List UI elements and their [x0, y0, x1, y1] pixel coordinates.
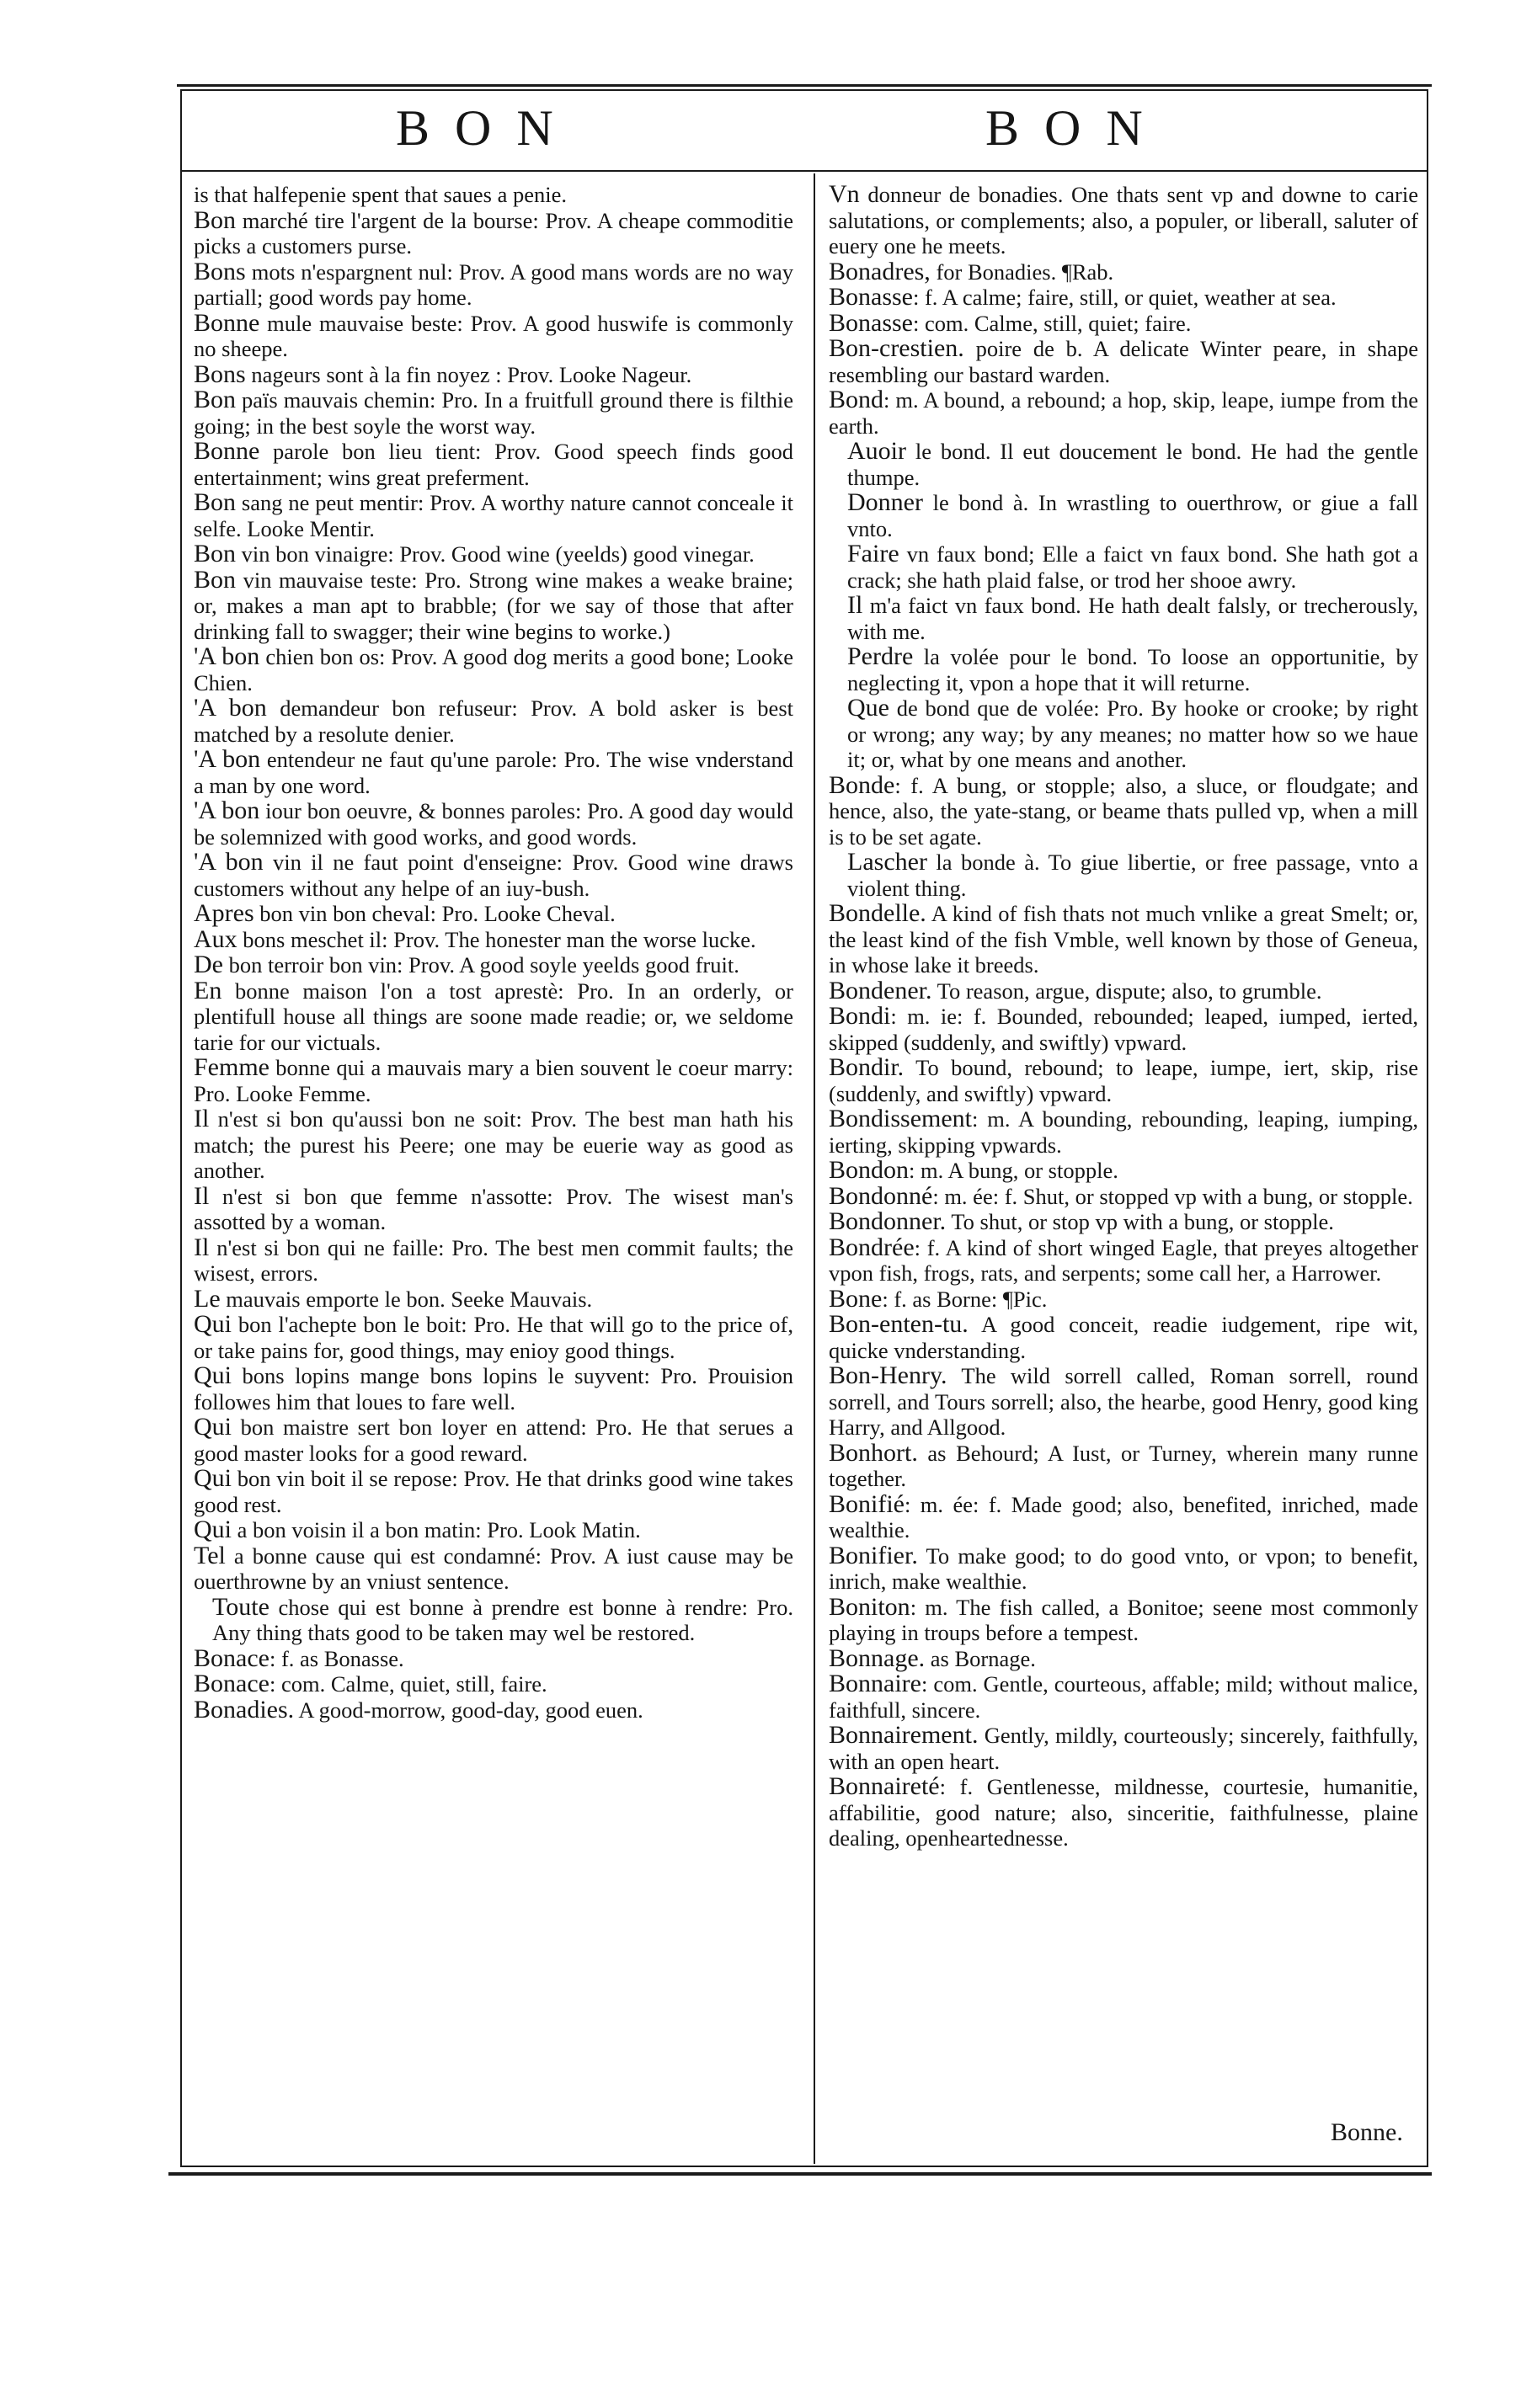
entry-definition: bon maistre sert bon loyer en attend: Pro. He that serues a good master looks for a good reward. — [194, 1414, 793, 1466]
entry-headword: Bons — [194, 257, 246, 285]
dictionary-entry — [829, 1363, 1418, 1441]
entry-headword: Boniton — [829, 1592, 910, 1621]
entry-definition: parole bon lieu tient: Prov. Good speech finds good entertainment; wins great preferment. — [194, 439, 793, 490]
left-column — [194, 182, 793, 1723]
entry-definition: as Behourd; A Iust, or Turney, wherein many runne together. — [829, 1440, 1418, 1491]
entry-headword: Bonace — [194, 1644, 270, 1672]
entry-headword: Femme — [194, 1053, 270, 1081]
entry-definition: : f. as Bonasse. — [269, 1645, 404, 1671]
dictionary-entry — [829, 1235, 1418, 1287]
entry-definition: vin mauvaise teste: Pro. Strong wine makes a weake braine; or, makes a man apt to brabble; (for we say of those that after drinking fall to swagger; their wine begins to worke.) — [194, 567, 793, 644]
entry-headword: Bonnairement. — [829, 1721, 979, 1749]
dictionary-entry — [829, 1489, 1418, 1543]
dictionary-entry — [194, 1517, 793, 1543]
dictionary-entry — [829, 308, 1418, 337]
entry-definition: n'est si bon qu'aussi bon ne soit: Prov. The best man hath his match; the purest his Peere; one may be euerie way as good as another. — [194, 1106, 793, 1183]
entry-definition: a bon voisin il a bon matin: Pro. Look Matin. — [232, 1517, 641, 1542]
entry-headword: Bondon — [829, 1156, 910, 1184]
entry-headword: Faire — [847, 540, 899, 567]
dictionary-entry — [194, 439, 793, 490]
dictionary-entry — [194, 695, 793, 747]
top-rule — [177, 84, 1432, 87]
dictionary-entry — [829, 259, 1418, 285]
dictionary-entry — [194, 541, 793, 567]
entry-definition: To bound, rebound; to leape, iumpe, iert, skip, rise (suddenly, and swiftly) vpward. — [829, 1055, 1418, 1106]
dictionary-entry — [194, 259, 793, 311]
entry-headword: Bonnaireté — [829, 1772, 940, 1800]
entry-definition: la volée pour le bond. To loose an opportunitie, by neglecting it, vpon a hope that it will returne. — [847, 644, 1418, 695]
dictionary-entry — [194, 1466, 793, 1517]
entry-headword: Bonifier. — [829, 1541, 918, 1569]
entry-headword: Toute — [212, 1592, 270, 1621]
dictionary-entry — [829, 1592, 1418, 1646]
entry-definition: sang ne peut mentir: Prov. A worthy nature cannot conceale it selfe. Looke Mentir. — [194, 490, 793, 541]
entry-definition: marché tire l'argent de la bourse: Prov. A cheape commoditie picks a customers purse. — [194, 207, 793, 258]
dictionary-entry — [194, 901, 793, 927]
dictionary-entry — [194, 1055, 793, 1106]
entry-definition: iour bon oeuvre, & bonnes paroles: Pro. A good day would be solemnized with good works, and good words. — [194, 798, 793, 850]
dictionary-entry — [829, 901, 1418, 978]
entry-headword: Bonasse — [829, 308, 913, 337]
entry-definition: a bonne cause qui est condamné: Prov. A iust cause may be ouerthrowne by an vniust sentence. — [194, 1542, 793, 1594]
dictionary-entry — [194, 567, 793, 645]
entry-headword: Bon — [194, 540, 237, 567]
entry-headword: Bonhort. — [829, 1438, 918, 1467]
entry-headword: Bonasse — [829, 283, 913, 311]
entry-headword: Bondelle. — [829, 899, 926, 927]
entry-headword: Bondonné — [829, 1181, 933, 1210]
entry-definition: bonne qui a mauvais mary a bien souvent le coeur marry: Pro. Looke Femme. — [194, 1055, 793, 1106]
entry-headword: Bondissement — [829, 1105, 972, 1132]
entry-headword: En — [194, 976, 222, 1004]
dictionary-entry — [829, 1438, 1418, 1492]
entry-definition: bon vin bon cheval: Pro. Looke Cheval. — [254, 901, 616, 926]
bottom-rule — [168, 2172, 1432, 2176]
entry-headword: Bon-enten-tu. — [829, 1310, 969, 1338]
dictionary-entry — [829, 1209, 1418, 1235]
entry-definition: païs mauvais chemin: Pro. In a fruitfull ground there is filthie going; in the best soyle the worst way. — [194, 387, 793, 439]
entry-headword: Qui — [194, 1310, 232, 1338]
entry-definition: entendeur ne faut qu'une parole: Pro. The wise vnderstand a man by one word. — [194, 747, 793, 798]
entry-headword: Vn — [829, 180, 860, 208]
dictionary-entry — [194, 1592, 793, 1646]
entry-definition: mots n'espargnent nul: Prov. A good mans words are no way partiall; good words pay home. — [194, 258, 793, 310]
dictionary-entry — [194, 747, 793, 798]
entry-headword: Il — [194, 1181, 210, 1210]
entry-definition: Gently, mildly, courteously; sincerely, faithfully, with an open heart. — [829, 1723, 1418, 1774]
dictionary-entry — [194, 1363, 793, 1414]
entry-headword: Bonace — [194, 1670, 270, 1697]
entry-headword: Il — [847, 591, 863, 619]
running-head-left: BON — [396, 100, 579, 156]
entry-headword: Perdre — [847, 642, 914, 670]
dictionary-entry — [829, 439, 1418, 490]
entry-definition: : m. ée: f. Made good; also, benefited, inriched, made wealthie. — [829, 1491, 1418, 1542]
dictionary-entry — [194, 924, 793, 953]
entry-definition: n'est si bon que femme n'assotte: Prov. The wisest man's assotted by a woman. — [194, 1183, 793, 1234]
entry-headword: Qui — [194, 1464, 232, 1492]
dictionary-entry — [829, 1106, 1418, 1158]
entry-headword: Bondir. — [829, 1053, 905, 1081]
entry-headword: Bondi — [829, 1002, 891, 1030]
dictionary-entry — [194, 1414, 793, 1466]
dictionary-entry — [194, 1671, 793, 1697]
entry-headword: Bonadres, — [829, 257, 931, 285]
entry-headword: Bondrée — [829, 1233, 915, 1261]
entry-headword: Bone — [829, 1284, 883, 1313]
entry-headword: Bonnaire — [829, 1670, 921, 1697]
dictionary-entry — [194, 798, 793, 850]
dictionary-entry — [829, 978, 1418, 1004]
entry-definition: : m. ée: f. Shut, or stopped vp with a bung, or stopple. — [932, 1183, 1413, 1209]
entry-definition: chien bon os: Prov. A good dog merits a good bone; Looke Chien. — [194, 644, 793, 695]
entry-definition: mauvais emporte le bon. Seeke Mauvais. — [220, 1286, 593, 1312]
dictionary-entry — [829, 1774, 1418, 1851]
entry-definition: bonne maison l'on a tost aprestè: Pro. In an orderly, or plentifull house all things are soone made readie; or, we seldome tarie for our victuals. — [194, 978, 793, 1055]
entry-definition: : com. Calme, quiet, still, faire. — [269, 1671, 547, 1697]
entry-definition: : f. A kind of short winged Eagle, that preyes altogether vpon fish, frogs, rats, and serpents; some call her, a Harrower. — [829, 1234, 1418, 1286]
dictionary-entry — [829, 1543, 1418, 1595]
entry-headword: 'A bon — [194, 745, 261, 773]
entry-headword: Bon — [194, 205, 237, 234]
entry-headword: Qui — [194, 1516, 232, 1543]
entry-headword: Tel — [194, 1541, 226, 1569]
entry-definition: : m. A bounding, rebounding, leaping, iumping, ierting, skipping vpwards. — [829, 1106, 1418, 1158]
entry-headword: Bondonner. — [829, 1207, 947, 1235]
entry-headword: Bonde — [829, 770, 895, 799]
running-head-right: BON — [985, 100, 1168, 156]
entry-definition: : f. A calme; faire, still, or quiet, weather at sea. — [913, 285, 1337, 310]
entry-definition: mule mauvaise beste: Prov. A good huswife is commonly no sheepe. — [194, 310, 793, 361]
dictionary-entry — [194, 1697, 793, 1723]
entry-definition: A kind of fish thats not much vnlike a great Smelt; or, the least kind of the fish Vmble, well known by those of Geneua, in whose lake it breeds. — [829, 901, 1418, 978]
dictionary-entry — [829, 182, 1418, 259]
entry-headword: Bonne — [194, 308, 260, 337]
entry-headword: Qui — [194, 1361, 232, 1389]
entry-definition: chose qui est bonne à prendre est bonne à rendre: Pro. Any thing thats good to be taken may wel be restored. — [212, 1594, 793, 1645]
entry-definition: donneur de bonadies. One thats sent vp and downe to carie salutations, or complements; also, a populer, or liberall, saluter of euery one he meets. — [829, 182, 1418, 258]
dictionary-entry — [829, 387, 1418, 439]
entry-definition: bons meschet il: Prov. The honester man the worse lucke. — [237, 926, 756, 952]
entry-definition: bon terroir bon vin: Prov. A good soyle yeelds good fruit. — [222, 952, 739, 978]
entry-definition: m'a faict vn faux bond. He hath dealt falsly, or trecherously, with me. — [847, 593, 1418, 644]
entry-headword: Bonne — [194, 437, 260, 465]
dictionary-entry — [829, 285, 1418, 311]
dictionary-entry — [829, 1004, 1418, 1055]
entry-headword: Bon — [194, 488, 237, 516]
dictionary-entry — [829, 336, 1418, 387]
entry-headword: 'A bon — [194, 796, 260, 824]
dictionary-entry — [829, 1284, 1418, 1313]
entry-definition: : com. Calme, still, quiet; faire. — [913, 310, 1192, 336]
dictionary-entry — [829, 1646, 1418, 1672]
dictionary-entry — [829, 593, 1418, 644]
entry-definition: demandeur bon refuseur: Prov. A bold asker is best matched by a resolute denier. — [194, 695, 793, 747]
entry-headword: Le — [194, 1284, 221, 1313]
entry-definition: for Bonadies. ¶Rab. — [930, 258, 1114, 285]
dictionary-entry — [194, 1181, 793, 1235]
dictionary-entry — [829, 850, 1418, 901]
entry-definition: le bond. Il eut doucement le bond. He had the gentle thumpe. — [847, 439, 1418, 490]
entry-headword: Donner — [847, 488, 923, 516]
dictionary-entry — [829, 1055, 1418, 1106]
entry-headword: Apres — [194, 899, 254, 927]
dictionary-entry — [194, 308, 793, 362]
dictionary-entry — [829, 490, 1418, 541]
dictionary-entry — [194, 1106, 793, 1184]
dictionary-entry — [194, 1235, 793, 1287]
entry-definition: The wild sorrell called, Roman sorrell, round sorrell, and Tours sorrell; also, the hearbe, good Henry, good king Harry, and Allgood. — [829, 1363, 1418, 1440]
entry-headword: 'A bon — [194, 848, 264, 876]
entry-headword: Bondener. — [829, 976, 932, 1004]
entry-definition: To make good; to do good vnto, or vpon; to benefit, inrich, make wealthie. — [829, 1542, 1418, 1594]
entry-headword: Lascher — [847, 848, 927, 876]
entry-headword: De — [194, 951, 223, 978]
entry-definition: vn faux bond; Elle a faict vn faux bond. She hath got a crack; she hath plaid false, or trod her shooe awry. — [847, 541, 1418, 593]
entry-definition: bon vin boit il se repose: Prov. He that drinks good wine takes good rest. — [194, 1466, 793, 1517]
entry-definition: as Bornage. — [925, 1645, 1036, 1671]
dictionary-entry — [194, 387, 793, 439]
entry-headword: Bon — [194, 565, 237, 594]
dictionary-entry — [194, 978, 793, 1056]
dictionary-entry — [829, 1312, 1418, 1363]
entry-definition: de bond que de volée: Pro. By hooke or crooke; by right or wrong; any way; by any meanes; no matter how so we haue it; or, what by one means and another. — [847, 695, 1418, 772]
entry-definition: : com. Gentle, courteous, affable; mild; without malice, faithfull, sincere. — [829, 1671, 1418, 1723]
dictionary-entry — [194, 952, 793, 978]
right-column — [829, 182, 1418, 1851]
entry-headword: 'A bon — [194, 642, 260, 670]
entry-headword: Bonnage. — [829, 1644, 926, 1672]
entry-definition: : m. ie: f. Bounded, rebounded; leaped, iumped, ierted, skipped (suddenly, and swiftly) vpward. — [829, 1004, 1418, 1055]
entry-definition: To shut, or stop vp with a bung, or stopple. — [946, 1209, 1334, 1234]
dictionary-entry — [194, 205, 793, 259]
entry-definition: : f. A bung, or stopple; also, a sluce, or floudgate; and hence, also, the yate-stang, or beame thats pulled vp, when a mill is to be set agate. — [829, 772, 1418, 850]
dictionary-entry — [829, 695, 1418, 773]
header-rule — [180, 170, 1428, 172]
entry-definition: : m. The fish called, a Bonitoe; seene most commonly playing in troups before a tempest. — [829, 1594, 1418, 1645]
entry-definition: bon l'achepte bon le boit: Pro. He that will go to the price of, or take pains for, good things, may enioy good things. — [194, 1312, 793, 1363]
dictionary-entry — [829, 644, 1418, 695]
dictionary-entry — [194, 1646, 793, 1672]
entry-headword: Bonadies. — [194, 1695, 295, 1723]
dictionary-entry — [194, 362, 793, 388]
dictionary-entry — [829, 1181, 1418, 1210]
dictionary-entry — [829, 770, 1418, 850]
entry-definition: : m. A bung, or stopple. — [909, 1158, 1118, 1183]
entry-definition: : f. Gentlenesse, mildnesse, courtesie, humanitie, affabilitie, good nature; also, sinceritie, faithfulnesse, plaine dealing, openheartednesse. — [829, 1774, 1418, 1851]
dictionary-entry — [194, 1543, 793, 1595]
entry-definition: : m. A bound, a rebound; a hop, skip, leape, iumpe from the earth. — [829, 387, 1418, 439]
dictionary-entry — [194, 850, 793, 901]
dictionary-entry — [829, 1671, 1418, 1723]
dictionary-entry — [829, 541, 1418, 593]
entry-headword: Bon-Henry. — [829, 1361, 947, 1389]
entry-headword: Bonifié — [829, 1489, 905, 1518]
dictionary-entry — [194, 644, 793, 695]
entry-headword: Bons — [194, 360, 246, 388]
entry-headword: Il — [194, 1233, 210, 1261]
entry-definition: poire de b. A delicate Winter peare, in shape resembling our bastard warden. — [829, 336, 1418, 387]
dictionary-entry — [194, 490, 793, 541]
entry-headword: Bond — [829, 386, 884, 413]
entry-definition: To reason, argue, dispute; also, to grumble. — [931, 978, 1322, 1004]
entry-definition: A good conceit, readie iudgement, ripe wit, quicke vnderstanding. — [829, 1312, 1418, 1363]
catchword: Bonne. — [1331, 2118, 1403, 2146]
entry-definition: la bonde à. To giue libertie, or free passage, vnto a violent thing. — [847, 850, 1418, 901]
entry-definition: n'est si bon qui ne faille: Pro. The best men commit faults; the wisest, errors. — [194, 1234, 793, 1286]
entry-definition: le bond à. In wrastling to ouerthrow, or giue a fall vnto. — [847, 490, 1418, 541]
entry-definition: nageurs sont à la fin noyez : Prov. Looke Nageur. — [245, 361, 692, 387]
entry-headword: Bon-crestien. — [829, 334, 964, 362]
entry-headword: Qui — [194, 1413, 232, 1441]
entry-headword: Auoir — [847, 437, 906, 465]
dictionary-entry — [829, 1158, 1418, 1184]
entry-definition: vin bon vinaigre: Prov. Good wine (yeelds) good vinegar. — [236, 541, 755, 567]
entry-headword: Bon — [194, 386, 237, 413]
entry-definition: A good-morrow, good-day, good euen. — [294, 1697, 643, 1723]
dictionary-entry — [829, 1723, 1418, 1774]
entry-headword: Il — [194, 1105, 210, 1132]
dictionary-entry — [194, 1312, 793, 1363]
column-separator — [814, 173, 815, 2164]
dictionary-entry — [194, 182, 793, 208]
entry-definition: : f. as Borne: ¶Pic. — [882, 1286, 1048, 1312]
entry-definition: bons lopins mange bons lopins le suyvent: Pro. Prouision followes him that loues to fare well. — [194, 1363, 793, 1414]
entry-definition: vin il ne faut point d'enseigne: Prov. Good wine draws customers without any helpe of an iuy-bush. — [194, 850, 793, 901]
entry-headword: 'A bon — [194, 694, 267, 722]
entry-headword: Que — [847, 694, 889, 722]
entry-headword: Aux — [194, 924, 237, 953]
entry-definition: is that halfepenie spent that saues a penie. — [194, 182, 567, 207]
dictionary-entry — [194, 1284, 793, 1313]
